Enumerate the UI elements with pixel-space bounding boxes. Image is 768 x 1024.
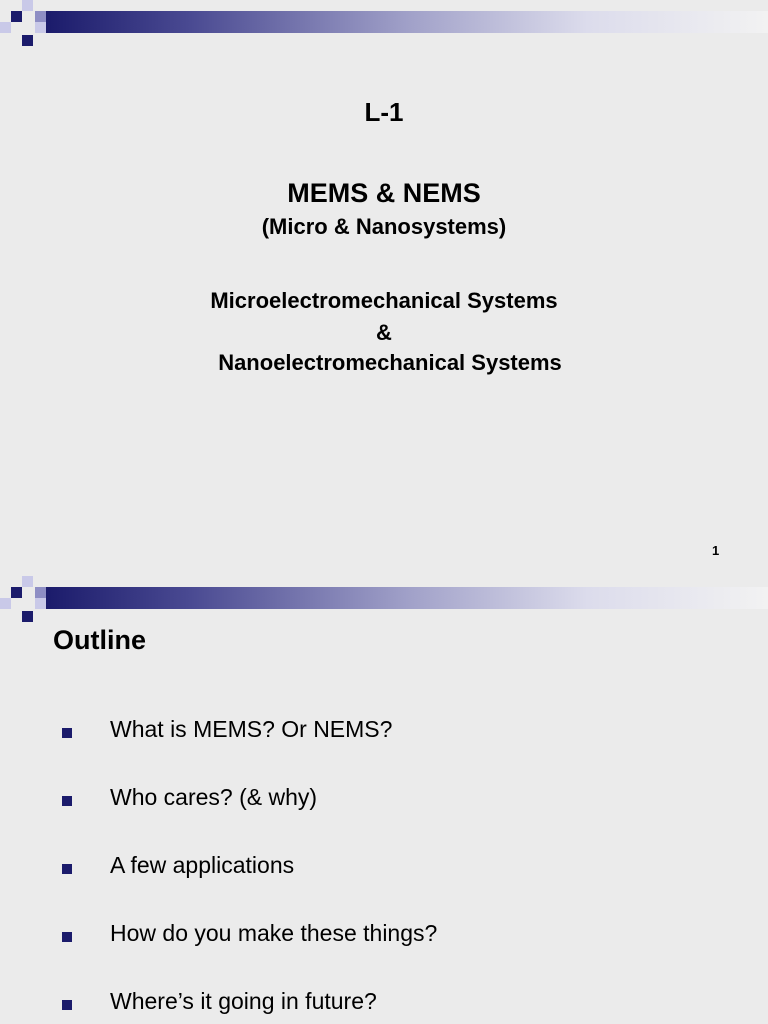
deco-square	[22, 0, 33, 11]
list-item	[0, 988, 768, 1024]
lecture-number: L-1	[364, 97, 404, 127]
deco-square	[11, 587, 22, 598]
list-item-text: What is MEMS? Or NEMS?	[110, 716, 393, 742]
slide-title: MEMS & NEMS	[287, 178, 481, 208]
list-item	[0, 784, 768, 824]
slide-header-decoration	[0, 0, 768, 60]
deco-square	[35, 11, 46, 22]
square-bullet-icon	[62, 932, 72, 942]
list-item-text: Where’s it going in future?	[110, 988, 377, 1014]
square-bullet-icon	[62, 796, 72, 806]
slide-2	[0, 576, 768, 1024]
list-item-text: How do you make these things?	[110, 920, 438, 946]
full-name-line-2: Nanoelectromechanical Systems	[218, 350, 562, 375]
deco-square	[11, 11, 22, 22]
page-number: 1	[712, 543, 720, 558]
square-bullet-icon	[62, 864, 72, 874]
list-item	[0, 852, 768, 892]
deco-square	[22, 611, 33, 622]
square-bullet-icon	[62, 1000, 72, 1010]
deco-square	[35, 598, 46, 609]
square-bullet-icon	[62, 728, 72, 738]
deco-square	[0, 598, 11, 609]
full-name-line-1: Microelectromechanical Systems	[210, 288, 558, 313]
list-item	[0, 716, 768, 756]
deco-square	[22, 576, 33, 587]
deco-square	[22, 35, 33, 46]
deco-square	[35, 587, 46, 598]
outline-heading: Outline	[53, 625, 146, 655]
header-gradient-bar	[46, 587, 768, 609]
deco-square	[35, 22, 46, 33]
list-item-text: Who cares? (& why)	[110, 784, 318, 810]
slide-subtitle: (Micro & Nanosystems)	[261, 214, 507, 239]
header-gradient-bar	[46, 11, 768, 33]
full-name-ampersand: &	[376, 320, 392, 345]
deco-square	[0, 22, 11, 33]
list-item	[0, 920, 768, 960]
list-item-text: A few applications	[110, 852, 295, 878]
